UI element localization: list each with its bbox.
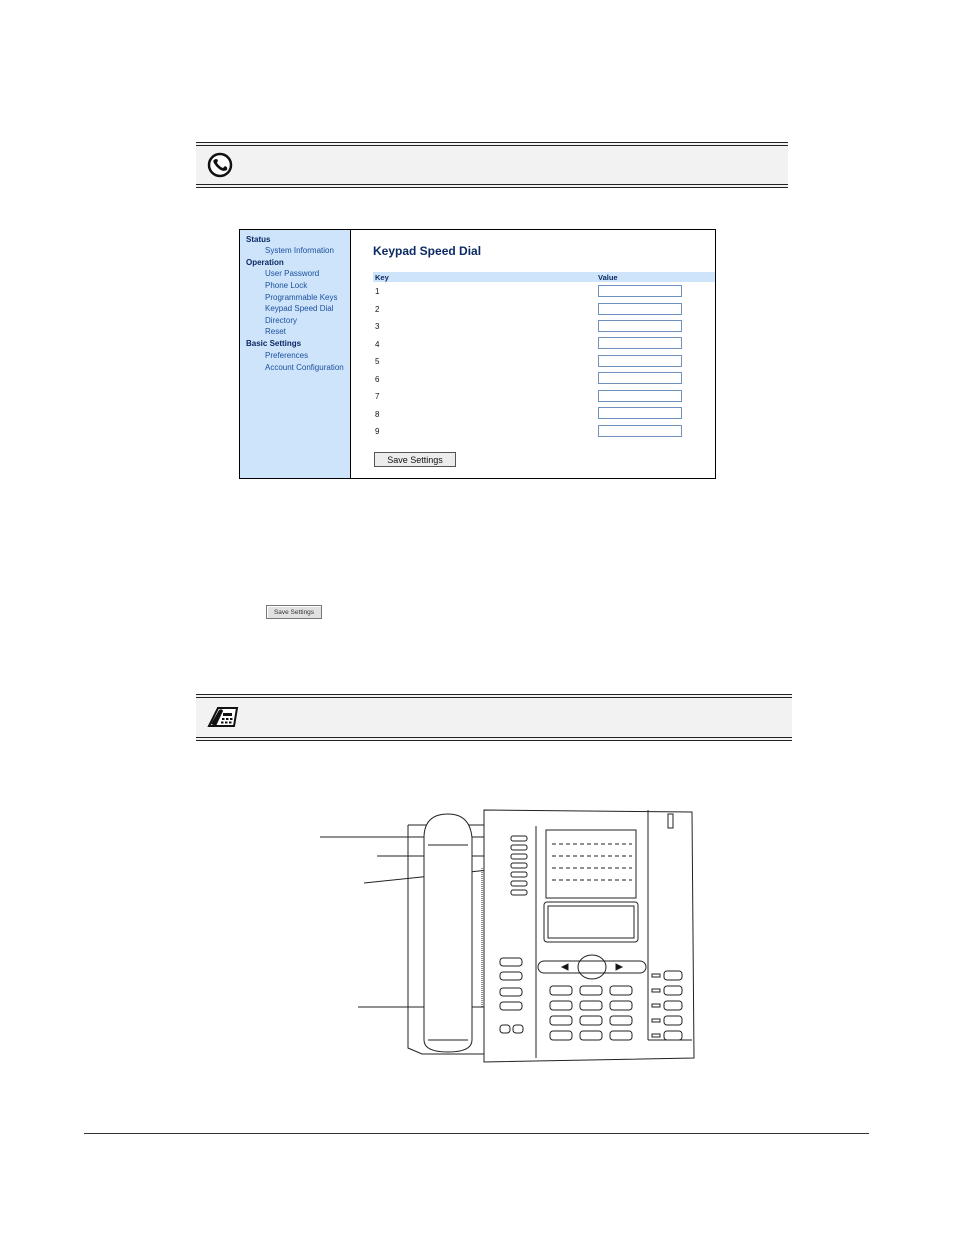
web-ui-screenshot [239,229,716,479]
page-title: Keypad Speed Dial [373,244,482,258]
nav-section-basic-settings[interactable]: Basic Settings [246,339,302,348]
callout-arrow [320,834,506,840]
key-label-9: 9 [375,427,380,436]
speed-dial-value-9[interactable] [598,425,682,437]
sidebar-item-reset[interactable]: Reset [265,327,286,336]
column-header-value: Value [598,273,618,282]
ip-phone-illustration [320,808,700,1064]
table-header [373,272,715,282]
speed-dial-content [351,230,715,478]
sidebar-item-keypad-speed-dial[interactable]: Keypad Speed Dial [265,304,334,313]
speed-dial-value-1[interactable] [598,285,682,297]
key-label-1: 1 [375,287,380,296]
phone-ui-note-bar [196,694,792,741]
footer-divider [84,1133,869,1134]
web-ui-note-bar [196,142,788,188]
speed-dial-value-7[interactable] [598,390,682,402]
globe-phone-icon [206,151,234,179]
key-label-6: 6 [375,375,380,384]
speed-dial-value-5[interactable] [598,355,682,367]
nav-section-operation[interactable]: Operation [246,258,284,267]
key-label-8: 8 [375,410,380,419]
desk-phone-icon [206,702,240,732]
sidebar-item-preferences[interactable]: Preferences [265,351,309,360]
key-label-3: 3 [375,322,380,331]
sidebar-item-programmable-keys[interactable]: Programmable Keys [265,293,338,302]
key-label-2: 2 [375,305,380,314]
speed-dial-value-3[interactable] [598,320,682,332]
speed-dial-value-6[interactable] [598,372,682,384]
sidebar-nav [240,230,351,478]
sidebar-item-account-configuration[interactable]: Account Configuration [265,363,344,372]
inline-save-settings-button[interactable]: Save Settings [266,605,322,619]
column-header-key: Key [375,273,389,282]
sidebar-item-user-password[interactable]: User Password [265,269,320,278]
nav-section-status[interactable]: Status [246,235,271,244]
speed-dial-value-8[interactable] [598,407,682,419]
key-label-4: 4 [375,340,380,349]
speed-dial-value-4[interactable] [598,337,682,349]
speed-dial-value-2[interactable] [598,303,682,315]
sidebar-item-phone-lock[interactable]: Phone Lock [265,281,308,290]
sidebar-item-directory[interactable]: Directory [265,316,298,325]
sidebar-item-system-information[interactable]: System Information [265,246,334,255]
key-label-5: 5 [375,357,380,366]
save-settings-button[interactable]: Save Settings [374,452,456,467]
key-label-7: 7 [375,392,380,401]
